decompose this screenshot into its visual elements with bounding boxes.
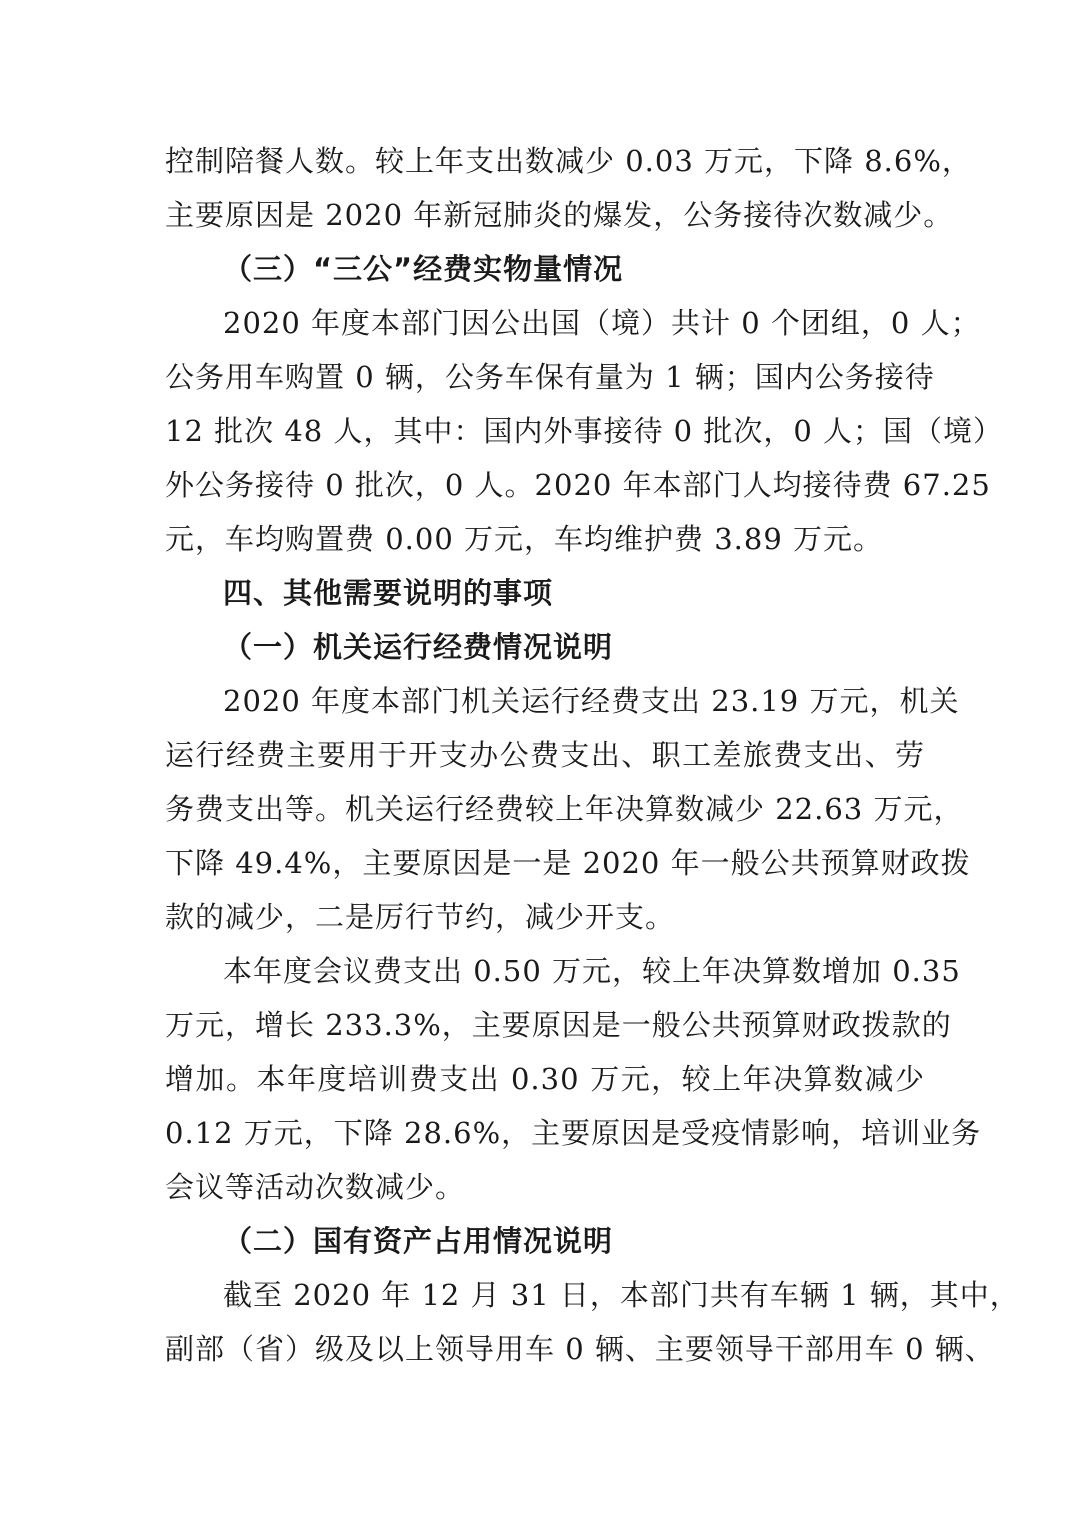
paragraph-line: 控制陪餐人数。较上年支出数减少 0.03 万元，下降 8.6%， — [165, 144, 972, 178]
paragraph-line: 公务用车购置 0 辆，公务车保有量为 1 辆；国内公务接待 — [165, 360, 935, 394]
paragraph-line: 本年度会议费支出 0.50 万元，较上年决算数增加 0.35 — [223, 954, 961, 988]
paragraph-line: 万元，增长 233.3%，主要原因是一般公共预算财政拨款的 — [165, 1008, 952, 1042]
paragraph-line: 12 批次 48 人，其中：国内外事接待 0 批次，0 人；国（境） — [165, 414, 1004, 448]
paragraph-line: 款的减少，二是厉行节约，减少开支。 — [165, 900, 676, 934]
paragraph-line: 0.12 万元，下降 28.6%，主要原因是受疫情影响，培训业务 — [165, 1116, 982, 1150]
paragraph-line: 下降 49.4%，主要原因是一是 2020 年一般公共预算财政拨 — [165, 846, 971, 880]
section-heading-other-matters: 四、其他需要说明的事项 — [223, 576, 554, 610]
paragraph-line: 外公务接待 0 批次，0 人。2020 年本部门人均接待费 67.25 — [165, 468, 991, 502]
paragraph-line: 元，车均购置费 0.00 万元，车均维护费 3.89 万元。 — [165, 522, 884, 556]
paragraph-line: 会议等活动次数减少。 — [165, 1170, 466, 1204]
section-heading-state-assets: （二）国有资产占用情况说明 — [223, 1224, 614, 1258]
paragraph-line: 运行经费主要用于开支办公费支出、职工差旅费支出、劳 — [165, 738, 925, 772]
section-heading-san-gong-quantity: （三）“三公”经费实物量情况 — [223, 252, 624, 286]
paragraph-line: 2020 年度本部门因公出国（境）共计 0 个团组，0 人； — [223, 306, 981, 340]
paragraph-line: 增加。本年度培训费支出 0.30 万元，较上年决算数减少 — [165, 1062, 925, 1096]
paragraph-line: 副部（省）级及以上领导用车 0 辆、主要领导干部用车 0 辆、 — [165, 1332, 995, 1366]
paragraph-line: 务费支出等。机关运行经费较上年决算数减少 22.63 万元， — [165, 792, 964, 826]
section-heading-operating-expenses: （一）机关运行经费情况说明 — [223, 630, 614, 664]
paragraph-line: 主要原因是 2020 年新冠肺炎的爆发，公务接待次数减少。 — [165, 198, 954, 232]
paragraph-line: 2020 年度本部门机关运行经费支出 23.19 万元，机关 — [223, 684, 960, 718]
paragraph-line: 截至 2020 年 12 月 31 日，本部门共有车辆 1 辆，其中， — [223, 1278, 1020, 1312]
document-page — [165, 134, 1020, 1376]
